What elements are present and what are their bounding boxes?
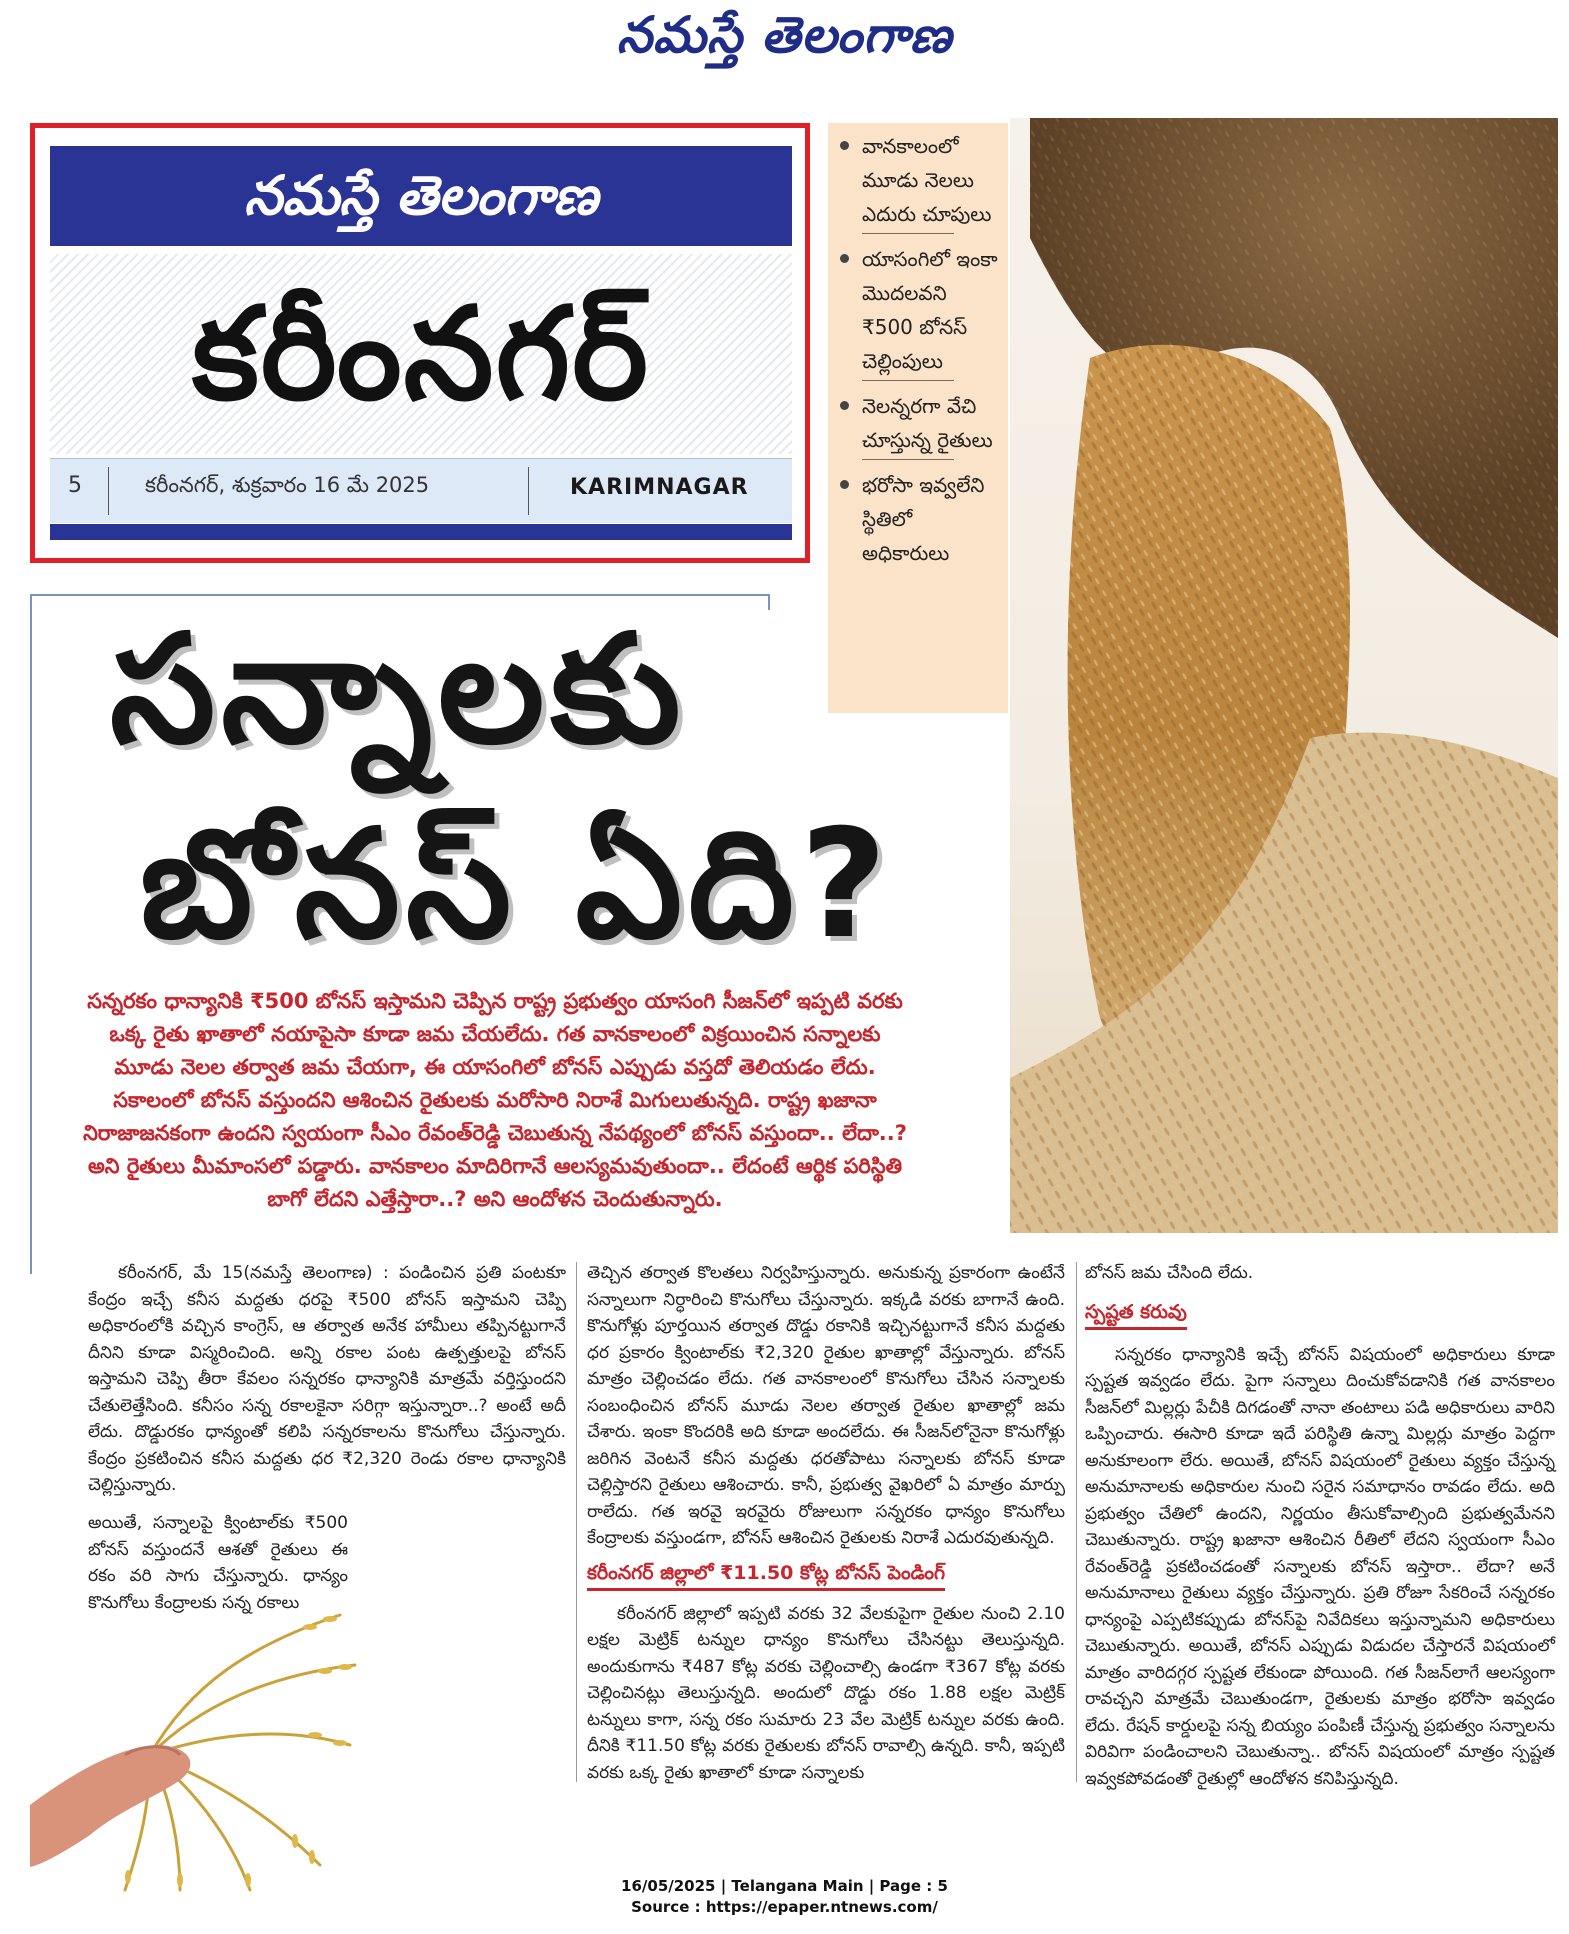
divider: [862, 233, 954, 234]
highlight-text: భరోసా ఇవ్వలేని స్థితిలో అధికారులు: [862, 473, 985, 565]
bullet-icon: [840, 401, 849, 410]
rice-grain-photo: [1010, 118, 1558, 1233]
section-subhead: కరీంనగర్ జిల్లాలో ₹11.50 కోట్ల బోనస్ పెండింగ్: [587, 1558, 945, 1591]
article-column-1: [88, 1260, 566, 1499]
highlight-text: వానకాలంలో మూడు నెలలు ఎదురు చూపులు: [862, 134, 992, 226]
article-deck: సన్నరకం ధాన్యానికి ₹500 బోనస్ ఇస్తామని చెప్పిన రాష్ట్ర ప్రభుత్వం యాసంగి సీజన్‌లో ఇప్పటి వరకు ఒక్క రైతు ఖాతాలో నయాపైసా కూడా జమ చేయలేదు. గత వానకాలంలో విక్రయించిన సన్నాలకు మూడు నెలల తర్వాత జమ చేయగా, ఈ యాసంగిలో బోనస్ ఎప్పుడు వస్తదో తెలియడం లేదు. సకాలంలో బోనస్ వస్తుందని ఆశించిన రైతులకు మరోసారి నిరాశే మిగులుతున్నది. రాష్ట్ర ఖజానా నిరాజాజనకంగా ఉందని స్వయంగా సీఎం రేవంత్‌రెడ్డి చెబుతున్న నేపథ్యంలో బోనస్ వస్తుందా.. లేదా..? అని రైతులు మీమాంసలో పడ్డారు. వానకాలం మాదిరిగానే ఆలస్యమవుతుందా.. లేదంటే ఆర్థిక పరిస్థితి బాగో లేదని ఎత్తేస్తారా..? అని ఆందోళన చెందుతున్నారు.: [83, 989, 907, 1211]
headline-line-2: బోనస్ ఏది?: [140, 798, 894, 972]
section-subhead: స్పష్టత కరువు: [1085, 1297, 1187, 1330]
divider: [862, 459, 954, 460]
edition-masthead: [30, 123, 810, 563]
bullet-icon: [840, 141, 849, 150]
highlight-item: [840, 389, 998, 460]
footer-edition-info: 16/05/2025 | Telangana Main | Page : 5: [621, 1877, 948, 1895]
headline-frame: [30, 594, 32, 1274]
page-number: 5: [68, 473, 82, 498]
highlight-text: నెలన్నరగా వేచి చూస్తున్న రైతులు: [862, 394, 993, 452]
headline-frame: [30, 594, 770, 596]
paddy-in-hand-photo: [30, 1605, 360, 1895]
masthead-bottom-bar: [50, 524, 792, 540]
edition-name-english: KARIMNAGAR: [570, 475, 749, 500]
paragraph: తెచ్చిన తర్వాత కొలతలు నిర్వహిస్తున్నారు. అనుకున్న ప్రకారంగా ఉంటేనే సన్నాలుగా నిర్ధారించి కొనుగోలు చేస్తున్నారు. ఇక్కడి వరకు బాగానే ఉంది. కొనుగోళ్లు పూర్తయిన తర్వాత దొడ్డు రకానికి ఇచ్చినట్టుగానే కనీస మద్దతు ధర ప్రకారం క్వింటాల్‌కు ₹2,320 రైతుల ఖాతాల్లో వేస్తున్నారు. బోనస్ మాత్రం చెల్లించడం లేదు. గత వానకాలంలో కొనుగోలు చేసిన సన్నాలకు సంబంధించిన బోనస్ మూడు నెలల తర్వాత రైతుల ఖాతాల్లో జమ చేశారు. ఇంకా కొందరికి అది కూడా అందలేదు. ఈ సీజన్‌లోనైనా కొనుగోళ్లు జరిగిన వెంటనే కనీస మద్దతు ధరతోపాటు సన్నాలకు బోనస్ కూడా చెల్లిస్తారని రైతులు ఆశించారు. కానీ, ప్రభుత్వ వైఖరిలో ఏ మాత్రం మార్పు రాలేదు. గత ఇరవై ఇరవైరు రోజులుగా సన్నరకం ధాన్యం కొనుగోలు కేంద్రాలకు వస్తుండగా, బోనస్ ఆశించిన రైతులకు నిరాశే ఎదురవుతున్నది.: [587, 1263, 1065, 1548]
article-column-1-continued: [88, 1510, 348, 1616]
highlight-item: [840, 468, 998, 570]
highlight-item: [840, 242, 998, 381]
page-footer: [0, 1876, 1569, 1918]
bullet-icon: [840, 480, 849, 489]
article-column-2: [587, 1260, 1065, 1786]
bullet-icon: [840, 254, 849, 263]
masthead-info-bar: [50, 458, 792, 523]
article-column-3: [1085, 1260, 1555, 1792]
headline-line-1: సన్నాలకు: [110, 603, 687, 777]
column-divider: [1076, 1262, 1077, 1782]
masthead-banner: నమస్తే తెలంగాణ: [50, 146, 792, 246]
divider: [862, 380, 954, 381]
highlight-item: [840, 129, 998, 234]
subhead-wrapper: [1085, 1297, 1555, 1330]
footer-source-link[interactable]: Source : https://epaper.ntnews.com/: [631, 1898, 938, 1916]
edition-city-title: కరీంనగర్: [191, 280, 650, 429]
divider: [528, 467, 529, 515]
newspaper-logo: నమస్తే తెలంగాణ: [616, 6, 953, 64]
column-divider: [576, 1262, 577, 1782]
highlight-text: యాసంగిలో ఇంకా మొదలవని ₹500 బోనస్ చెల్లింపులు: [862, 247, 998, 373]
paragraph: అయితే, సన్నాలపై క్వింటాల్‌కు ₹500 బోనస్ వస్తుందనే ఆశతో రైతులు ఈ రకం వరి సాగు చేస్తున్నారు. ధాన్యం కొనుగోలు కేంద్రాలకు సన్న రకాలు: [88, 1513, 348, 1613]
paragraph: కరీంనగర్, మే 15(నమస్తే తెలంగాణ) : పండించిన ప్రతి పంటకూ కేంద్రం ఇచ్చే కనీస మద్దతు ధరపై ₹500 బోనస్ ఇస్తామని చెప్పి అధికారంలోకి వచ్చిన కాంగ్రెస్, ఆ తర్వాత అనేక హామీలు తప్పినట్టుగానే దీనిని కూడా విస్మరించింది. అన్ని రకాల పంట ఉత్పత్తులపై బోనస్ ఇస్తామని చెప్పి తీరా కేవలం సన్నరకం ధాన్యానికి మాత్రమే వర్తిస్తుందని చేతులెత్తేసింది. కనీసం సన్న రకాలకైనా సరిగ్గా ఇస్తున్నారా..? అంటే అదీ లేదు. దొడ్డురకం ధాన్యంతో కలిపి సన్నరకాలను కొనుగోలు చేస్తున్నారు. కేంద్రం ప్రకటించిన కనీస మద్దతు ధర ₹2,320 రెండు రకాల ధాన్యానికి చెల్లిస్తున్నారు.: [88, 1263, 566, 1495]
paragraph: కరీంనగర్ జిల్లాలో ఇప్పటి వరకు 32 వేలకుపైగా రైతుల నుంచి 2.10 లక్షల మెట్రిక్ టన్నుల ధాన్యం కొనుగోలు చేసినట్టు తెలుస్తున్నది. అందుకుగాను ₹487 కోట్ల వరకు చెల్లించాల్సి ఉండగా ₹367 కోట్ల వరకు చెల్లించినట్లు తెలుస్తున్నది. అందులో దొడ్డు రకం 1.88 లక్షల మెట్రిక్ టన్నులు కాగా, సన్న రకం సుమారు 23 వేల మెట్రిక్ టన్నుల వరకు ఉంది. దీనికి ₹11.50 కోట్ల వరకు రైతులకు బోనస్ రావాల్సి ఉన్నది. కానీ, ఇప్పటి వరకు ఒక్క రైతు ఖాతాలో కూడా సన్నాలకు: [587, 1603, 1065, 1783]
subhead-wrapper: [587, 1558, 1065, 1591]
headline-frame: [768, 594, 770, 610]
divider: [108, 467, 109, 515]
paragraph: సన్నరకం ధాన్యానికి ఇచ్చే బోనస్ విషయంలో అధికారులు కూడా స్పష్టత ఇవ్వడం లేదు. పైగా సన్నాలు దించుకోవడానికి గత వానకాలం సీజన్‌లో మిల్లర్లు పేచీకి దిగడంతో నానా తంటాలు పడి అధికారులు వారిని ఒప్పించారు. ఈసారి కూడా ఇదే పరిస్థితి ఉన్నా మిల్లర్లు మాత్రం పెద్దగా అనుకూలంగా లేరు. అయితే, బోనస్ విషయంలో రైతులు వ్యక్తం చేస్తున్న అనుమానాలకు అధికారుల నుంచి సరైన సమాధానం రావడం లేదు. అది ప్రభుత్వం చేతిలో ఉందని, నిర్ణయం తీసుకోవాల్సింది ప్రభుత్వమేనని చెబుతున్నారు. రాష్ట్ర ఖజానా ఆశించిన రీతిలో లేదని స్వయంగా సీఎం రేవంత్‌రెడ్డి ప్రకటించడంతో సన్నాలకు బోనస్ ఇస్తారా.. లేదా? అనే అనుమానాలు రైతులు వ్యక్తం చేస్తున్నారు. ప్రతి రోజూ సేకరించే సన్నరకం ధాన్యంపై ఎప్పటికప్పుడు బోనస్‌పై నివేదికలు ఇస్తున్నామని అధికారులు చెబుతున్నారు. అయితే, బోనస్ ఎప్పుడు విడుదల చేస్తారనే విషయంలో మాత్రం వారిదగ్గర స్పష్టత లేకుండా పోయింది. గత సీజన్‌లాగే ఆలస్యంగా రావచ్చని మాత్రమే చెబుతుండగా, రైతులకు మాత్రం భరోసా ఇవ్వడం లేదు. రేషన్ కార్డులపై సన్న బియ్యం పంపిణీ చేస్తున్న ప్రభుత్వం సన్నాలను విరివిగా పండించాలని చెబుతున్నా.. బోనస్ విషయంలో మాత్రం స్పష్టత ఇవ్వకపోవడంతో రైతుల్లో ఆందోళన కనిపిస్తున్నది.: [1085, 1344, 1555, 1789]
edition-date: కరీంనగర్, శుక్రవారం 16 మే 2025: [145, 473, 430, 497]
paragraph: బోనస్ జమ చేసింది లేదు.: [1085, 1263, 1254, 1283]
